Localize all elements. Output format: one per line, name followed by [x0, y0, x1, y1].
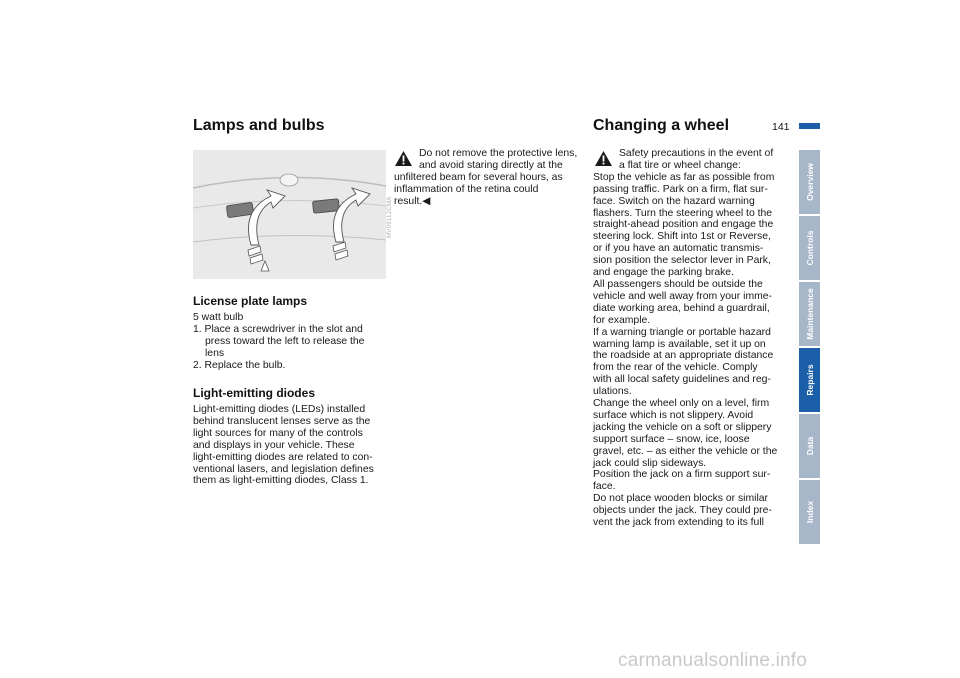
text-line: and engage the parking brake. — [593, 267, 734, 279]
text-line: 2. Replace the bulb. — [193, 359, 286, 371]
text-line: inflammation of the retina could — [394, 183, 539, 195]
text-line: and displays in your vehicle. These — [193, 439, 355, 451]
text-line: face. Switch on the hazard warning — [593, 195, 755, 207]
tab-controls[interactable] — [799, 216, 820, 280]
text-line: behind translucent lenses serve as the — [193, 415, 371, 427]
text-line: Do not remove the protective lens, — [419, 148, 578, 159]
tab-label: Data — [804, 436, 815, 456]
page-number: 141 — [772, 121, 790, 133]
text-line: a flat tire or wheel change: — [619, 159, 741, 171]
tab-label: Index — [804, 500, 815, 524]
wheel-safety-precautions — [593, 148, 793, 529]
text-line: straight-ahead position and engage the — [593, 219, 774, 231]
footer-watermark[interactable]: carmanualsonline.info — [618, 650, 808, 671]
tab-index[interactable] — [799, 480, 820, 544]
text-line: for example. — [593, 314, 651, 326]
laser-warning-text — [394, 148, 590, 208]
tab-label: Repairs — [804, 364, 815, 396]
text-line: light sources for many of the controls — [193, 427, 363, 439]
text-line: diate working area, behind a guardrail, — [593, 302, 770, 314]
text-line: ventional lasers, and legislation defines — [193, 463, 374, 475]
text-line: them as light-emitting diodes, Class 1. — [193, 475, 369, 487]
text-line: 5 watt bulb — [193, 312, 244, 323]
tab-label: Maintenance — [804, 288, 815, 340]
text-line: Light-emitting diodes (LEDs) installed — [193, 404, 366, 415]
led-description — [193, 404, 385, 487]
text-line: gravel, etc. – as either the vehicle or the — [593, 445, 778, 457]
tab-label: Overview — [804, 163, 815, 201]
text-line: result.◀ — [394, 195, 431, 207]
tab-repairs[interactable] — [799, 348, 820, 412]
page-accent-bar — [799, 123, 820, 129]
text-line: sion position the selector lever in Park, — [593, 255, 771, 267]
text-line: unfiltered beam for several hours, as — [394, 171, 563, 183]
figure-code: MV09112CMA — [387, 196, 393, 238]
heading-license-plate-lamps: License plate lamps — [193, 294, 308, 308]
text-line: jacking the vehicle on a soft or slippery — [593, 421, 772, 433]
text-line: ulations. — [593, 386, 632, 398]
text-line: light-emitting diodes are related to con- — [193, 451, 373, 463]
license-plate-lamp-illustration — [193, 150, 386, 279]
text-line: flashers. Turn the steering wheel to the — [593, 207, 773, 219]
text-line: If a warning triangle or portable hazard — [593, 326, 771, 338]
text-line: the roadside at an appropriate distance — [593, 350, 774, 362]
text-line: from the rear of the vehicle. Comply — [593, 362, 758, 374]
text-line: surface which is not slippery. Avoid — [593, 409, 754, 421]
tab-label: Controls — [804, 230, 815, 266]
text-line: Position the jack on a firm support sur- — [593, 469, 771, 481]
text-line: jack could slip sideways. — [593, 457, 707, 469]
text-line: or if you have an automatic transmis- — [593, 243, 764, 255]
text-line: Do not place wooden blocks or similar — [593, 493, 768, 505]
text-line: Stop the vehicle as far as possible from — [593, 171, 775, 183]
chapter-tabs — [799, 150, 820, 544]
section-title-changing-wheel: Changing a wheel — [593, 117, 730, 134]
text-line: objects under the jack. They could pre- — [593, 505, 772, 517]
text-line: passing traffic. Park on a firm, flat sur- — [593, 183, 768, 195]
text-line: press toward the left to release the — [205, 335, 365, 347]
text-line: warning lamp is available, set it up on — [593, 338, 766, 350]
text-line: Change the wheel only on a level, firm — [593, 398, 770, 410]
text-line: and avoid staring directly at the — [419, 159, 563, 171]
text-line: All passengers should be outside the — [593, 278, 763, 290]
tab-maintenance[interactable] — [799, 282, 820, 346]
tab-overview[interactable] — [799, 150, 820, 214]
license-plate-drawing — [193, 150, 386, 279]
text-line: steering lock. Shift into 1st or Reverse, — [593, 231, 771, 243]
text-line: 1. Place a screwdriver in the slot and — [193, 323, 363, 335]
text-line: Safety precautions in the event of — [619, 148, 774, 159]
text-line: vent the jack from extending to its full — [593, 517, 764, 529]
heading-light-emitting-diodes: Light-emitting diodes — [193, 386, 315, 400]
tab-data[interactable] — [799, 414, 820, 478]
text-line: vehicle and well away from your imme- — [593, 290, 773, 302]
license-plate-instructions — [193, 312, 385, 372]
section-title-lamps: Lamps and bulbs — [193, 117, 325, 134]
text-line: with all local safety guidelines and reg- — [593, 374, 771, 386]
text-line: support surface – snow, ice, loose — [593, 433, 750, 445]
text-line: face. — [593, 481, 616, 493]
text-line: lens — [205, 347, 225, 359]
